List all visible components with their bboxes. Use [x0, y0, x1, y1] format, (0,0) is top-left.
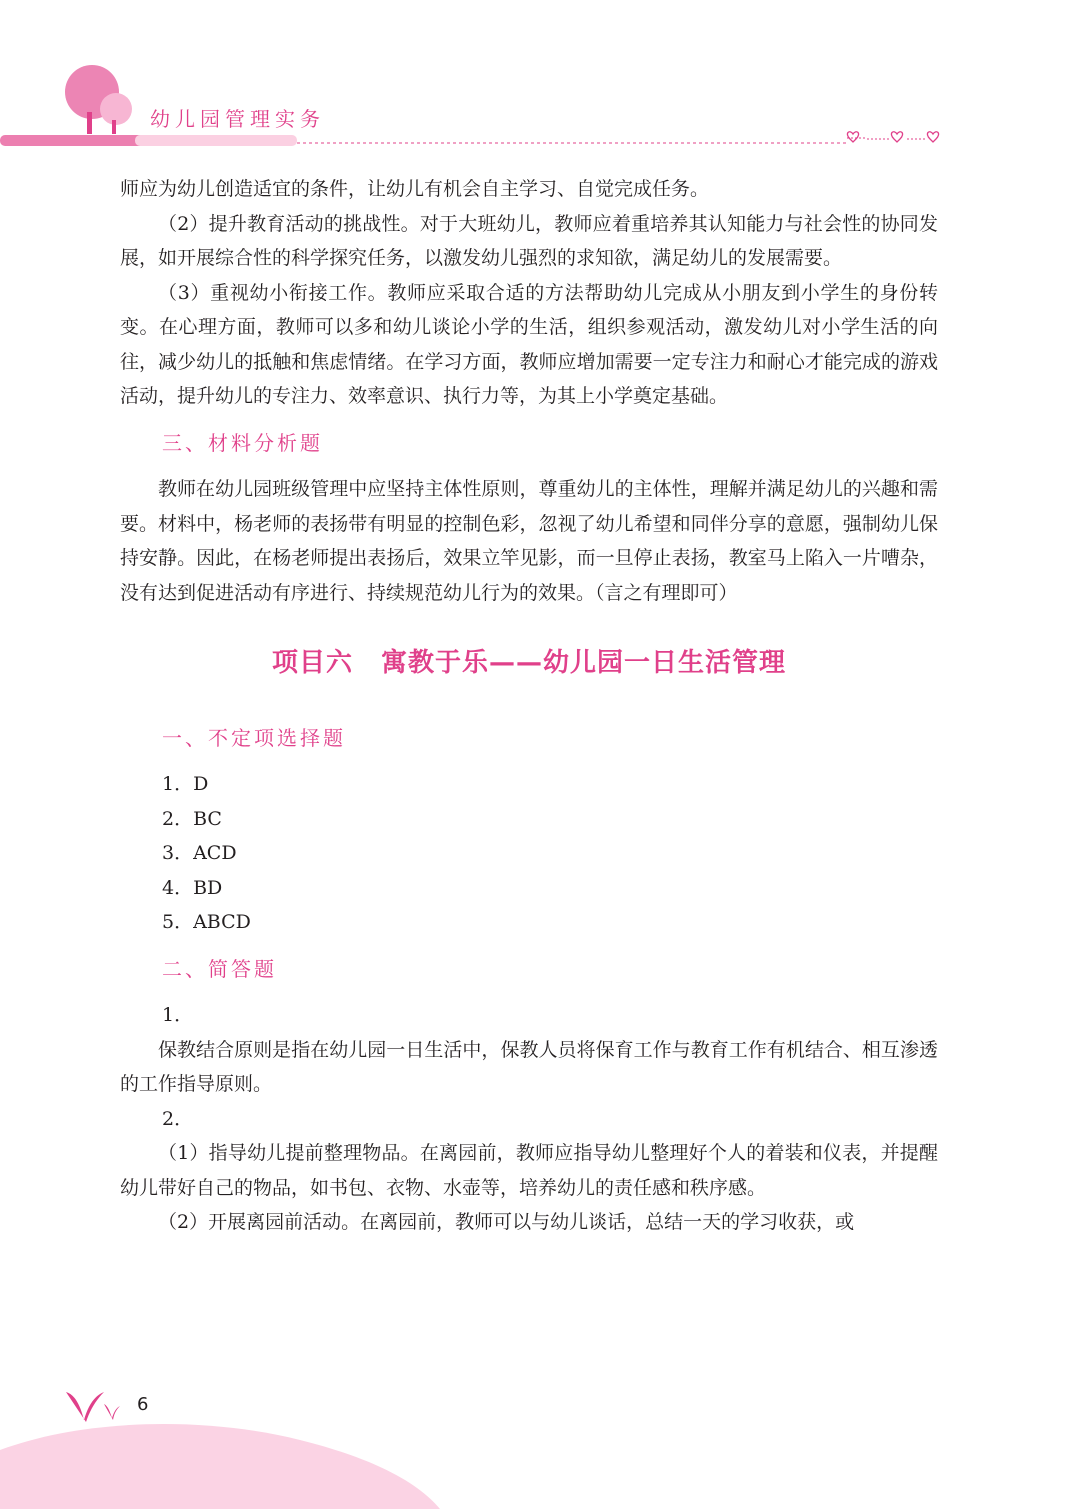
paragraph: （2）提升教育活动的挑战性。对于大班幼儿，教师应着重培养其认知能力与社会性的协同发展，如开展综合性的科学探究任务，以激发幼儿强烈的求知欲，满足幼儿的发展需要。: [120, 212, 938, 269]
bottom-blob: [0, 1420, 460, 1509]
header-rule: [0, 130, 960, 150]
page-content: [120, 172, 938, 1240]
header-title: 幼儿园管理实务: [150, 107, 325, 131]
chapter-label: 项目六: [271, 648, 353, 678]
section-heading: 三、材料分析题: [162, 430, 323, 455]
answer-item: 3．ACD: [162, 842, 237, 864]
section-heading: 二、简答题: [162, 956, 277, 981]
tree-logo-icon: [60, 60, 140, 140]
chapter-name: 寓教于乐——幼儿园一日生活管理: [381, 648, 787, 678]
paragraph: 师应为幼儿创造适宜的条件，让幼儿有机会自主学习、自觉完成任务。: [120, 178, 710, 200]
question-number: 2．: [162, 1107, 194, 1130]
answer-item: 1．D: [162, 773, 209, 795]
paragraph: 教师在幼儿园班级管理中应坚持主体性原则，尊重幼儿的主体性，理解并满足幼儿的兴趣和需要。材料中，杨老师的表扬带有明显的控制色彩，忽视了幼儿希望和同伴分享的意愿，强制幼儿保持安静。因此，在杨老师提出表扬后，效果立竿见影，而一旦停止表扬，教室马上陷入一片嘈杂，没有达到促进活动有序进行、持续规范幼儿行为的效果。（言之有理即可）: [120, 478, 938, 604]
answer-item: 5．ABCD: [162, 911, 251, 933]
paragraph: （3）重视幼小衔接工作。教师应采取合适的方法帮助幼儿完成从小朋友到小学生的身份转变。在心理方面，教师可以多和幼儿谈论小学的生活，组织参观活动，激发幼儿对小学生活的向往，减少幼儿的抵触和焦虑情绪。在学习方面，教师应增加需要一定专注力和耐心才能完成的游戏活动，提升幼儿的专注力、效率意识、执行力等，为其上小学奠定基础。: [120, 281, 938, 407]
sprout-icon: [64, 1388, 124, 1424]
answer-item: 2．BC: [162, 807, 222, 830]
section-heading: 一、不定项选择题: [162, 725, 346, 750]
question-number: 1．: [162, 1004, 194, 1026]
answer-item: 4．BD: [162, 876, 223, 899]
page-number: 6: [137, 1394, 149, 1415]
paragraph: （2）开展离园前活动。在离园前，教师可以与幼儿谈话，总结一天的学习收获，或: [158, 1211, 855, 1233]
paragraph: 保教结合原则是指在幼儿园一日生活中，保教人员将保育工作与教育工作有机结合、相互渗透的工作指导原则。: [120, 1038, 938, 1095]
hearts-icon: [845, 126, 945, 146]
chapter-title: [120, 646, 938, 681]
paragraph: （1）指导幼儿提前整理物品。在离园前，教师应指导幼儿整理好个人的着装和仪表，并提醒幼儿带好自己的物品，如书包、衣物、水壶等，培养幼儿的责任感和秩序感。: [120, 1142, 938, 1199]
